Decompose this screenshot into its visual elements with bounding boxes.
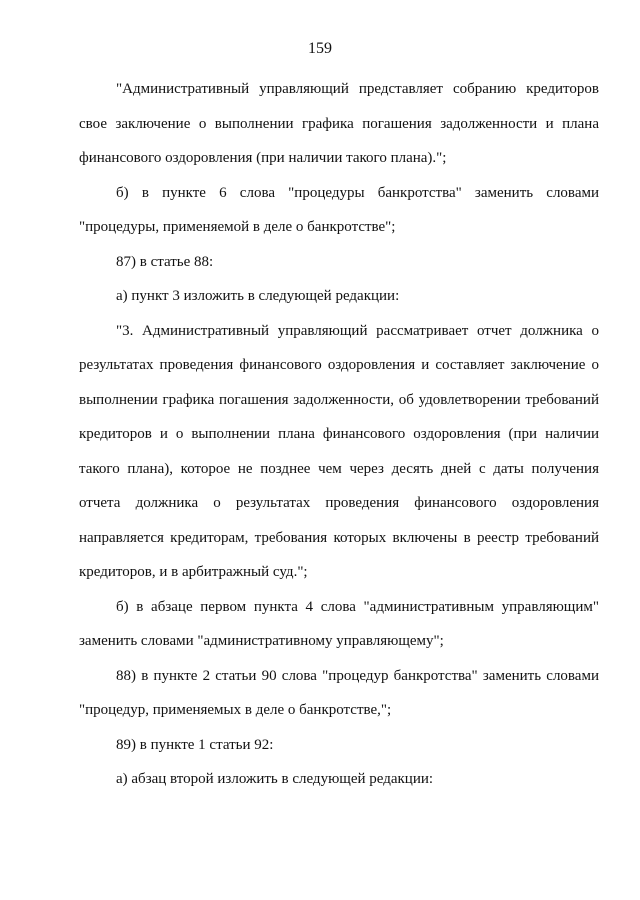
document-body bbox=[79, 72, 599, 797]
paragraph: 87) в статье 88: bbox=[116, 253, 214, 270]
paragraph: а) пункт 3 изложить в следующей редакции: bbox=[116, 288, 400, 304]
paragraph: 89) в пункте 1 статьи 92: bbox=[116, 736, 274, 753]
paragraph: "3. Административный управляющий рассматривает отчет должника о результатах проведения финансового оздоровления и составляет заключение о выполнении графика погашения задолженности, об удовлетворении требований кредиторов и о выполнении плана финансового оздоровления (при наличии такого плана), которое не позднее чем через десять дней с даты получения отчета должника о результатах проведения финансового оздоровления направляется кредиторам, требования которых включены в реестр требований кредиторов, и в арбитражный суд."; bbox=[79, 322, 599, 580]
paragraph: а) абзац второй изложить в следующей редакции: bbox=[116, 771, 434, 787]
paragraph: 88) в пункте 2 статьи 90 слова "процедур банкротства" заменить словами "процедур, применяемых в деле о банкротстве,"; bbox=[79, 667, 599, 718]
paragraph: б) в абзаце первом пункта 4 слова "административным управляющим" заменить словами "административному управляющему"; bbox=[79, 598, 599, 649]
page-number: 159 bbox=[308, 40, 332, 57]
paragraph: б) в пункте 6 слова "процедуры банкротства" заменить словами "процедуры, применяемой в деле о банкротстве"; bbox=[79, 184, 599, 235]
paragraph: "Административный управляющий представляет собранию кредиторов свое заключение о выполнении графика погашения задолженности и плана финансового оздоровления (при наличии такого плана)."; bbox=[79, 81, 599, 166]
